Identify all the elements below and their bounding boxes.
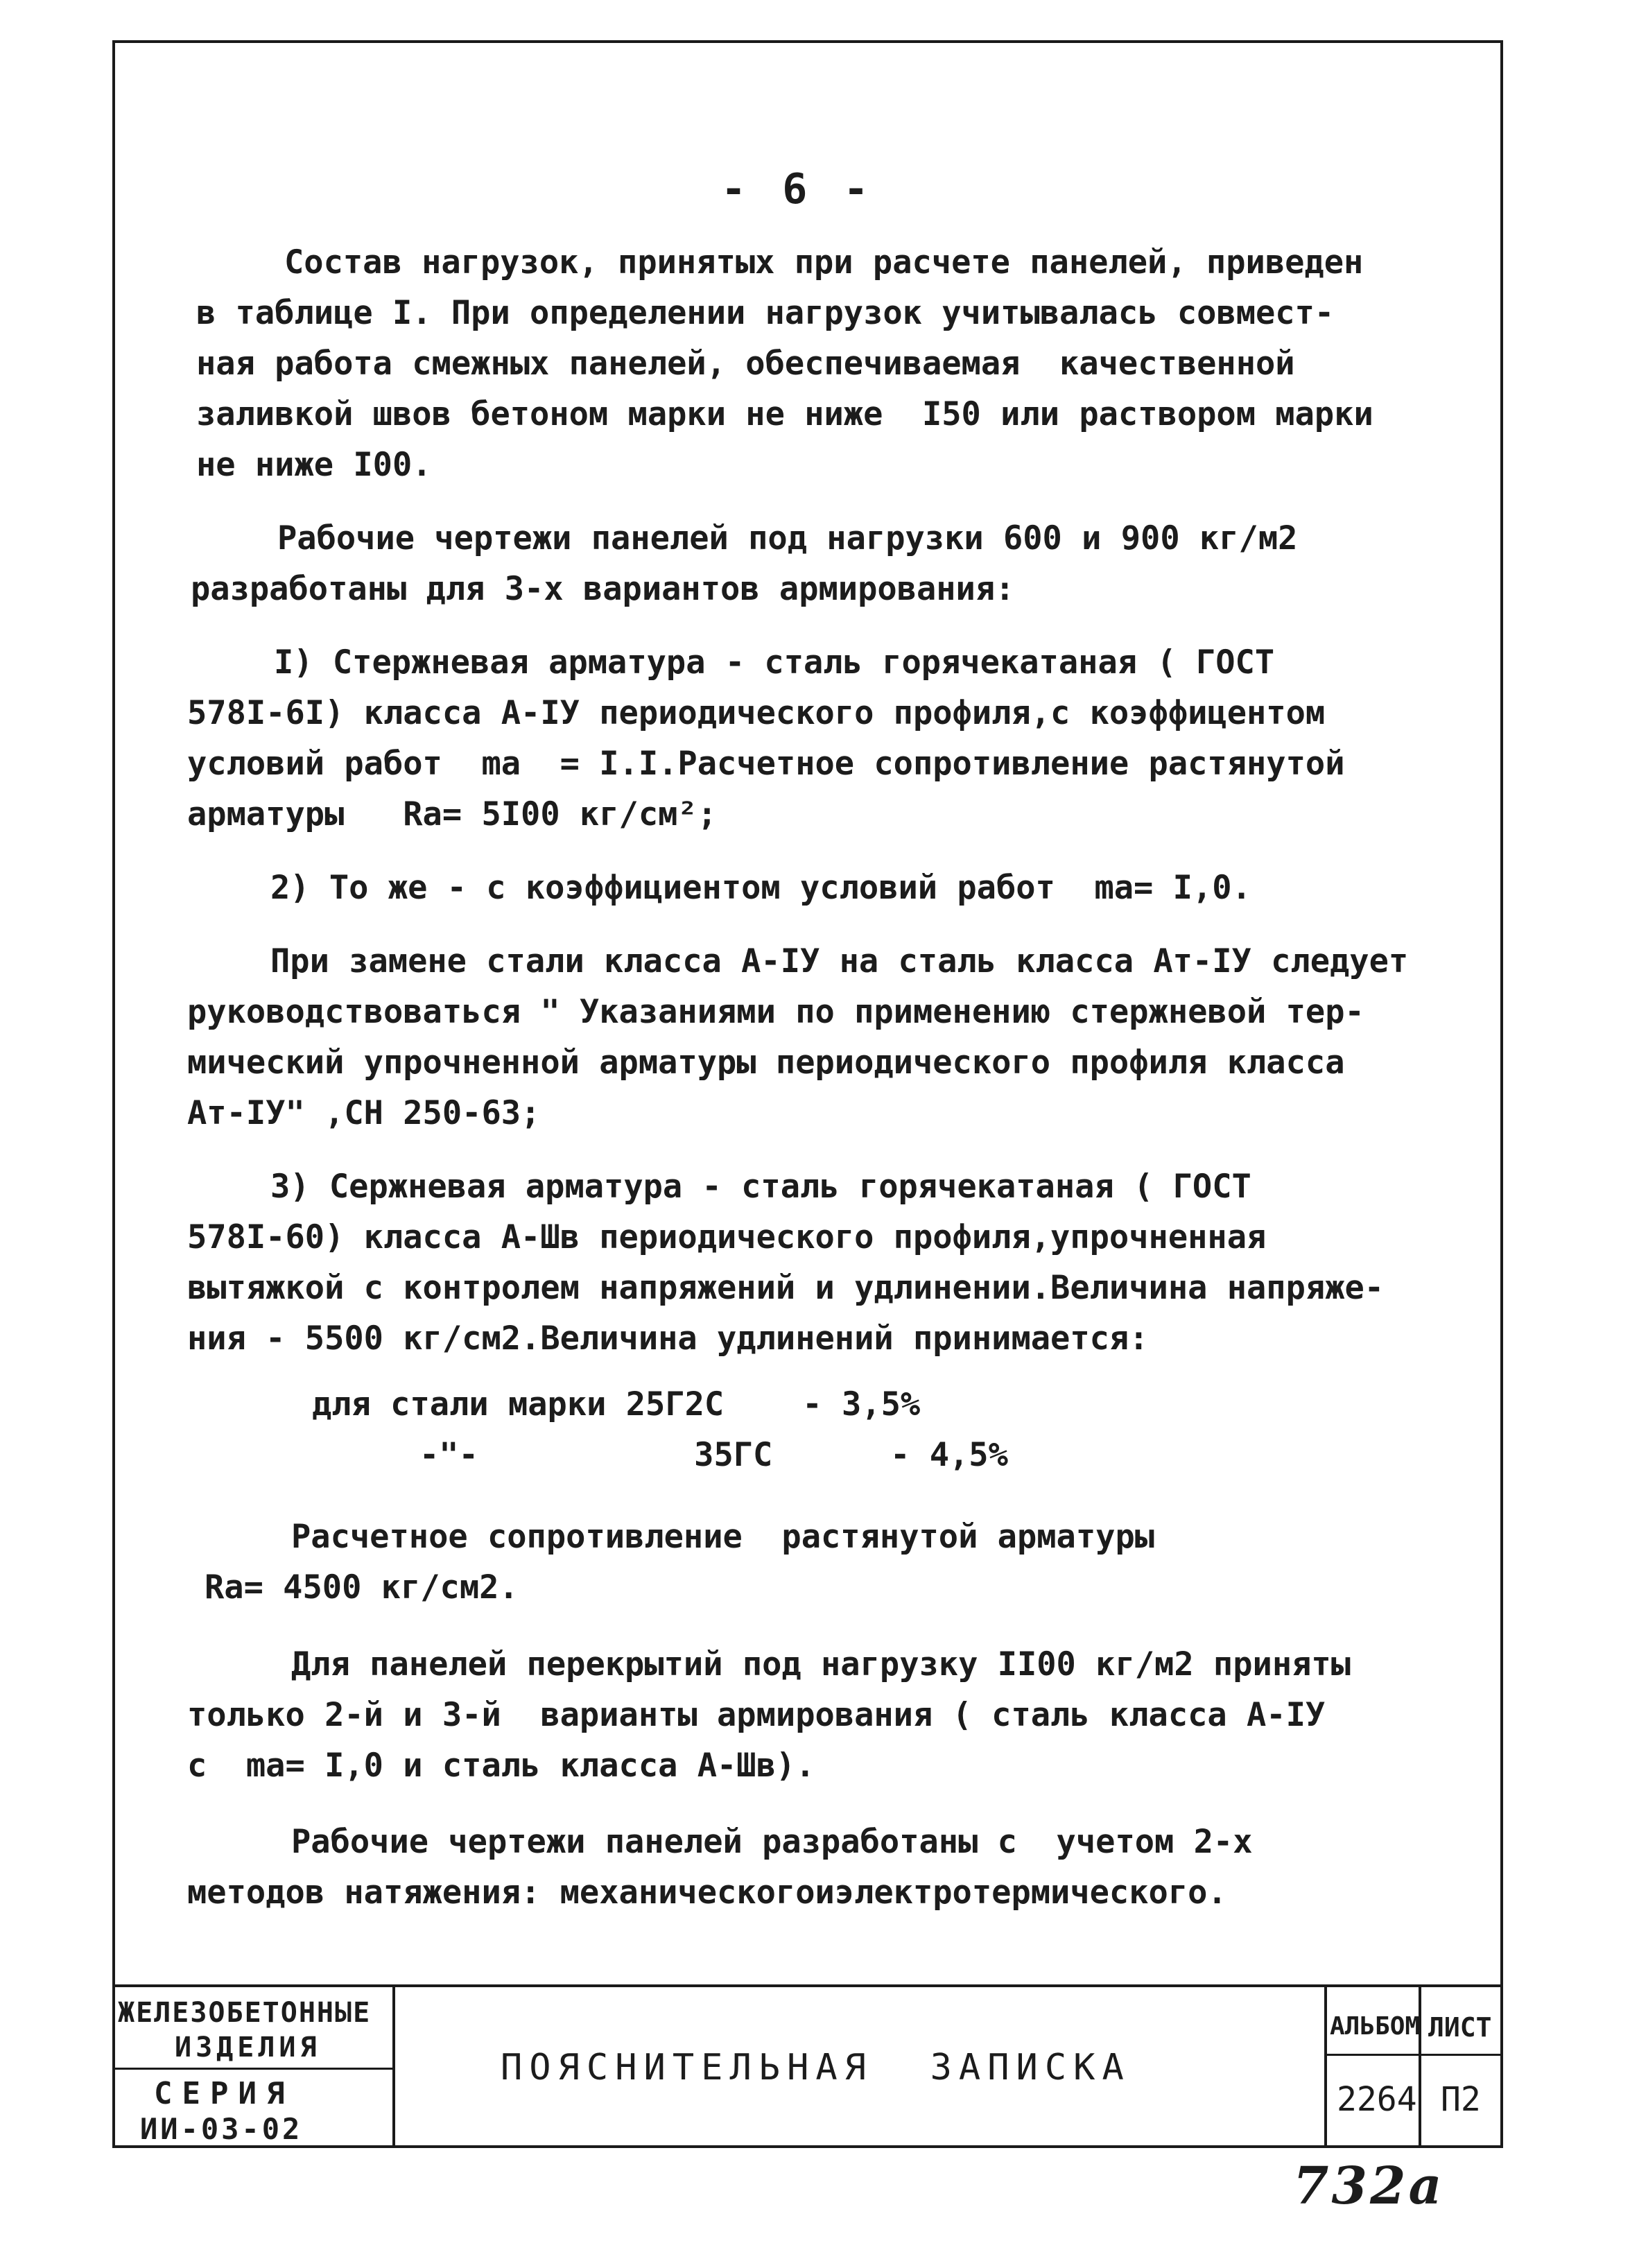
text-line: условий работ mа = I.I.Расчетное сопротивление растянутой	[187, 745, 1345, 783]
text-line: заливкой швов бетоном марки не ниже I50 или раствором марки	[196, 395, 1373, 433]
text-line: для стали марки 25Г2С - 3,5%	[312, 1385, 921, 1423]
page-number: - 6 -	[721, 165, 874, 214]
text-line: 578I-6I) класса А-IУ периодического профиля,с коэффицентом	[187, 694, 1326, 732]
text-line: ния - 5500 кг/см2.Величина удлинений принимается:	[187, 1319, 1149, 1358]
handwritten-note: 732а	[1293, 2156, 1445, 2216]
text-line: в таблице I. При определении нагрузок учитывалась совмест-	[196, 294, 1335, 332]
sheet-label: ЛИСТ	[1428, 2012, 1492, 2043]
text-line: Рабочие чертежи панелей разработаны с учетом 2-х	[291, 1823, 1253, 1861]
text-line: не ниже I00.	[196, 446, 432, 484]
text-line: мический упрочненной арматуры периодического профиля класса	[187, 1044, 1345, 1082]
text-line: -"- 35ГС - 4,5%	[419, 1436, 1008, 1474]
album-divider	[1324, 1987, 1327, 2148]
text-line: 3) Сержневая арматура - сталь горячекатаная ( ГОСТ	[270, 1168, 1251, 1206]
text-line: ная работа смежных панелей, обеспечиваемая качественной	[196, 345, 1295, 383]
text-line: Расчетное сопротивление растянутой арматуры	[291, 1518, 1155, 1556]
text-line: вытяжкой с контролем напряжений и удлинении.Величина напряже-	[187, 1269, 1385, 1307]
document-title: ПОЯСНИТЕЛЬНАЯ ЗАПИСКА	[501, 2047, 1131, 2088]
text-line: Для панелей перекрытий под нагрузку II00 кг/м2 приняты	[291, 1645, 1351, 1683]
album-value: 2264	[1337, 2080, 1417, 2119]
text-line: 578I-60) класса А-Шв периодического профиля,упрочненная	[187, 1218, 1267, 1256]
text-line: только 2-й и 3-й варианты армирования ( сталь класса А-IУ	[187, 1696, 1326, 1734]
title-block	[112, 1984, 1503, 2148]
album-label: АЛЬБОМ	[1330, 2012, 1421, 2041]
text-line: арматуры Rа= 5I00 кг/см²;	[187, 795, 718, 833]
text-line: методов натяжения: механическогоиэлектротермического.	[187, 1873, 1227, 1912]
text-line: Состав нагрузок, принятых при расчете панелей, приведен	[284, 243, 1364, 282]
text-line: При замене стали класса А-IУ на сталь класса Ат-IУ следует	[270, 942, 1409, 980]
series-divider	[112, 2068, 395, 2070]
text-line: руководствоваться " Указаниями по применению стержневой тер-	[187, 993, 1364, 1031]
sheet-value: П2	[1441, 2080, 1481, 2119]
text-line: 2) То же - с коэффициентом условий работ mа= I,0.	[270, 869, 1251, 907]
text-line: Ат-IУ" ,СН 250-63;	[187, 1094, 541, 1132]
text-line: I) Стержневая арматура - сталь горячекатаная ( ГОСТ	[274, 643, 1275, 682]
label-divider	[1324, 2054, 1503, 2056]
series-value: ИИ-03-02	[140, 2112, 303, 2146]
text-line: с mа= I,0 и сталь класса А-Шв).	[187, 1747, 815, 1785]
sheet-divider	[1419, 1987, 1421, 2148]
series-label: СЕРИЯ	[154, 2076, 295, 2111]
text-line: Rа= 4500 кг/см2.	[205, 1568, 519, 1607]
text-line: Рабочие чертежи панелей под нагрузки 600 и 900 кг/м2	[277, 519, 1298, 557]
category-label: ЖЕЛЕЗОБЕТОННЫЕ	[118, 1997, 372, 2029]
category-label-2: ИЗДЕЛИЯ	[175, 2032, 321, 2063]
text-line: разработаны для 3-х вариантов армирования:	[191, 570, 1015, 608]
